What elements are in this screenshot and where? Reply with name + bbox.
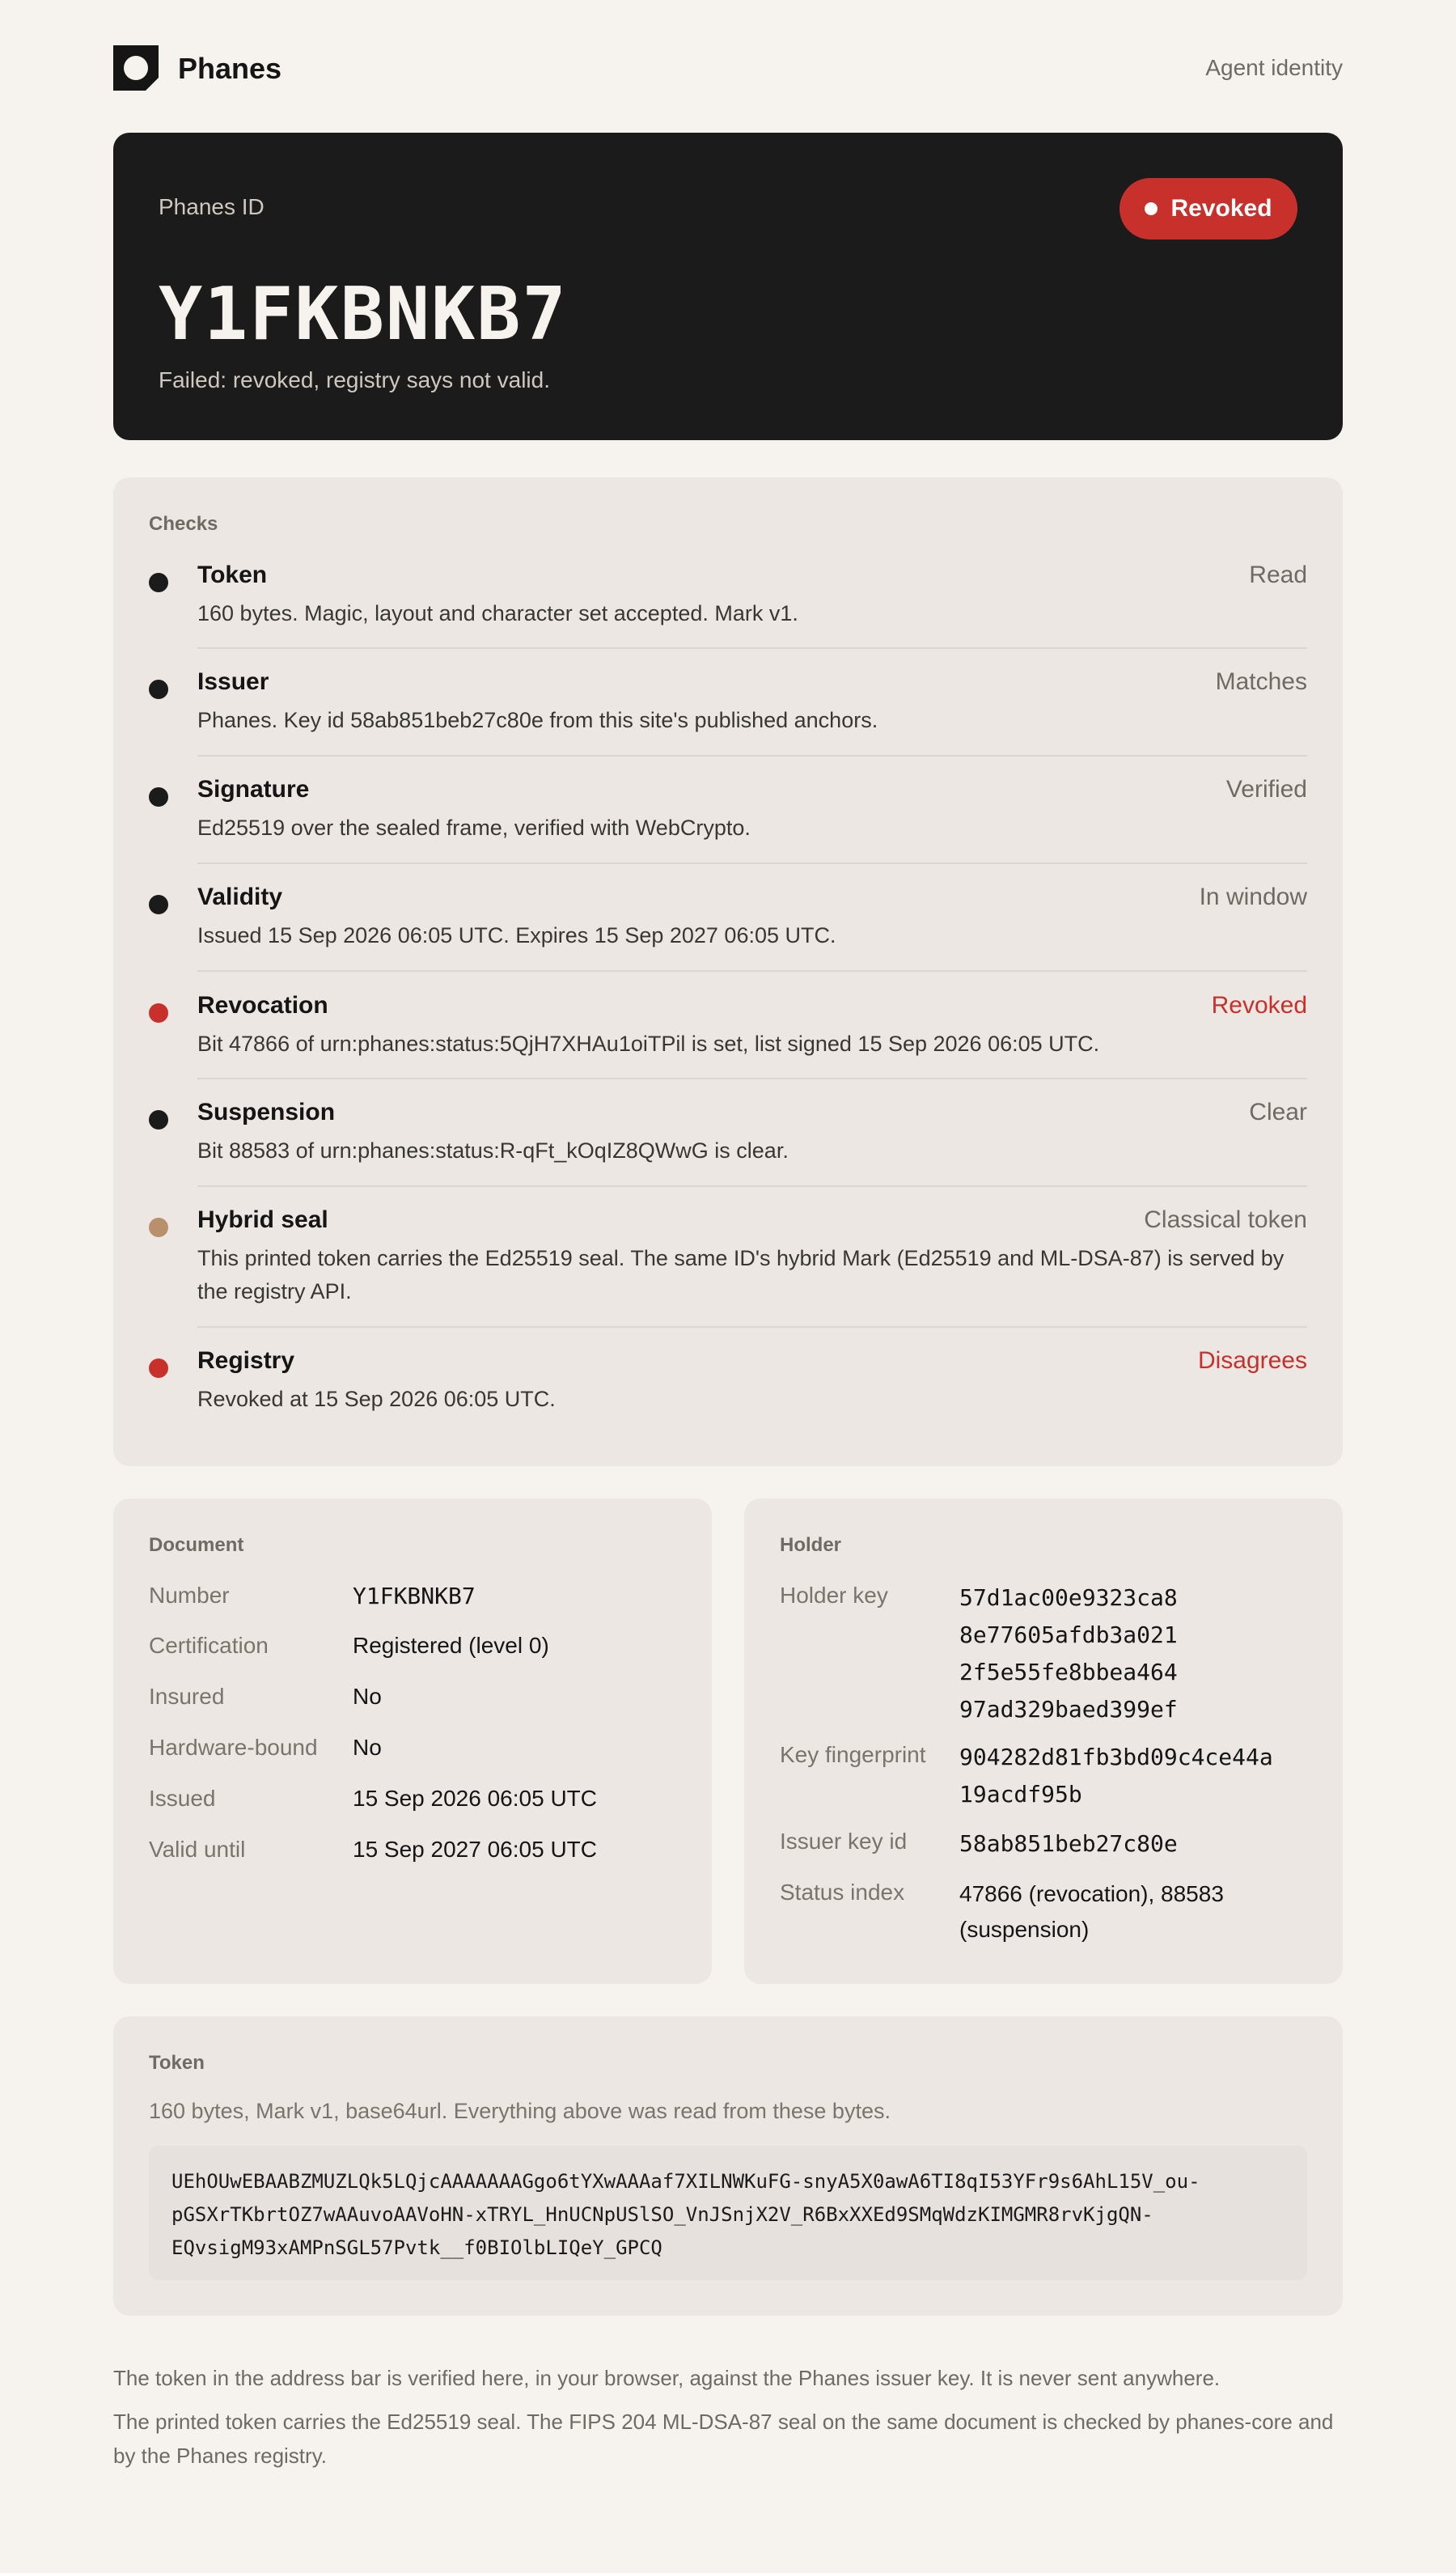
divider: [197, 863, 1307, 864]
divider: [197, 647, 1307, 649]
field-label: Issued: [149, 1786, 216, 1811]
token-panel: [113, 2016, 1343, 2316]
holder-key-line: 2f5e55fe8bbea464: [959, 1659, 1178, 1685]
status-badge-label: Revoked: [1170, 195, 1272, 222]
check-name: Suspension: [197, 1099, 336, 1125]
field-label: Insured: [149, 1684, 225, 1709]
issuer-key-id-row: [780, 1825, 1307, 1863]
check-description: Revoked at 15 Sep 2026 06:05 UTC.: [197, 1387, 556, 1411]
field-label: Key fingerprint: [780, 1742, 926, 1767]
check-name: Issuer: [197, 668, 269, 695]
fingerprint-line: 19acdf95b: [959, 1781, 1082, 1808]
status-dot-icon: [149, 680, 168, 699]
holder-key-line: 97ad329baed399ef: [959, 1696, 1178, 1723]
field-value: 15 Sep 2026 06:05 UTC: [353, 1786, 597, 1811]
check-state: In window: [1199, 884, 1307, 910]
holder-key-value: [959, 1579, 1178, 1728]
verification-message: Failed: revoked, registry says not valid.: [159, 367, 550, 392]
document-row-issued: [149, 1786, 676, 1818]
field-label: Number: [149, 1583, 230, 1608]
token-line: EQvsigM93xAMPnSGL57Pvtk__f0BIOlbLIQeY_GPCQ: [171, 2236, 662, 2259]
check-name: Revocation: [197, 992, 328, 1019]
field-label: Certification: [149, 1633, 269, 1658]
token-code-block[interactable]: [149, 2146, 1307, 2280]
brand-name[interactable]: Phanes: [178, 52, 282, 85]
fingerprint-line: 904282d81fb3bd09c4ce44a: [959, 1744, 1273, 1770]
status-index-line: 47866 (revocation), 88583: [959, 1881, 1224, 1906]
divider: [197, 1326, 1307, 1328]
check-name: Hybrid seal: [197, 1206, 328, 1233]
holder-key-line: 8e77605afdb3a021: [959, 1621, 1178, 1648]
status-dot-icon: [149, 1359, 168, 1378]
holder-key-line: 57d1ac00e9323ca8: [959, 1584, 1178, 1611]
check-state: Clear: [1249, 1099, 1307, 1125]
phanes-id: Y1FKBNKB7: [159, 272, 568, 357]
check-name: Signature: [197, 776, 310, 803]
check-validity: [149, 884, 1307, 948]
issuer-key-id-value: 58ab851beb27c80e: [959, 1830, 1178, 1857]
check-state: Disagrees: [1197, 1347, 1307, 1374]
check-description: Ed25519 over the sealed frame, verified with WebCrypto.: [197, 816, 751, 840]
status-dot-icon: [149, 895, 168, 914]
check-description: Bit 47866 of urn:phanes:status:5QjH7XHAu1oiTPil is set, list signed 15 Sep 2026 06:05 UTC.: [197, 1032, 1100, 1056]
check-signature: [149, 776, 1307, 841]
key-fingerprint-row: [780, 1739, 1307, 1813]
check-hybrid-seal: [149, 1206, 1307, 1303]
status-dot-icon: [149, 1003, 168, 1023]
holder-panel: [744, 1498, 1343, 1984]
field-value: 15 Sep 2027 06:05 UTC: [353, 1837, 597, 1862]
check-description: Bit 88583 of urn:phanes:status:R-qFt_kOqIZ8QWwG is clear.: [197, 1138, 789, 1163]
check-issuer: [149, 668, 1307, 733]
field-label: Status index: [780, 1880, 905, 1905]
status-dot-icon: [149, 1110, 168, 1130]
divider: [197, 1078, 1307, 1079]
footer-note-seal: The printed token carries the Ed25519 seal. The FIPS 204 ML-DSA-87 seal on the same document is checked by phanes-core and by the Phanes registry.: [113, 2410, 1334, 2468]
status-dot-icon: [149, 1218, 168, 1237]
field-value: Registered (level 0): [353, 1633, 549, 1658]
document-row-insured: [149, 1684, 676, 1716]
status-dot-icon: [1145, 202, 1158, 215]
divider: [197, 970, 1307, 972]
check-state: Classical token: [1144, 1206, 1307, 1233]
status-dot-icon: [149, 573, 168, 592]
identity-hero-card: [113, 133, 1343, 440]
check-name: Registry: [197, 1347, 295, 1374]
token-line: UEhOUwEBAABZMUZLQk5LQjcAAAAAAAGgo6tYXwAAAaf7XILNWKuFG-snyA5X0awA6TI8qI53YFr9s6AhL15V_ou-: [171, 2170, 1200, 2193]
check-state: Verified: [1225, 776, 1307, 803]
field-label: Valid until: [149, 1837, 246, 1862]
divider: [197, 755, 1307, 757]
check-name: Validity: [197, 884, 283, 910]
document-row-hardware-bound: [149, 1735, 676, 1767]
top-bar: [113, 45, 1343, 91]
hero-label: Phanes ID: [159, 194, 265, 219]
status-index-value: [959, 1876, 1224, 1948]
check-token: [149, 562, 1307, 626]
check-revocation: [149, 992, 1307, 1057]
check-registry: [149, 1347, 1307, 1412]
footer-note-verification: The token in the address bar is verified here, in your browser, against the Phanes issuer key. It is never sent anywhere.: [113, 2366, 1221, 2390]
key-fingerprint-value: [959, 1739, 1273, 1813]
check-description: Issued 15 Sep 2026 06:05 UTC. Expires 15 Sep 2027 06:05 UTC.: [197, 923, 836, 947]
document-row-certification: [149, 1633, 676, 1665]
token-line: pGSXrTKbrtOZ7wAAuvoAAVoHN-xTRYL_HnUCNpUSlSO_VnJSnjX2V_R6BxXXEd9SMqWdzKIMGMR8rvKjgQN-: [171, 2203, 1153, 2226]
document-title: Document: [149, 1534, 244, 1556]
divider: [197, 1185, 1307, 1187]
status-index-row: [780, 1876, 1307, 1951]
check-state: Revoked: [1211, 992, 1307, 1019]
check-suspension: [149, 1099, 1307, 1164]
document-row-number: [149, 1583, 676, 1615]
checks-panel: [113, 477, 1343, 1466]
token-title: Token: [149, 2052, 205, 2074]
check-description: Phanes. Key id 58ab851beb27c80e from this site's published anchors.: [197, 708, 878, 732]
field-label: Hardware-bound: [149, 1735, 318, 1760]
status-badge: [1120, 178, 1297, 239]
phanes-logo-icon[interactable]: [113, 45, 159, 91]
status-dot-icon: [149, 787, 168, 807]
document-panel: [113, 1498, 712, 1984]
status-index-line: (suspension): [959, 1917, 1090, 1942]
check-state: Read: [1249, 562, 1307, 588]
holder-key-row: [780, 1579, 1307, 1728]
check-name: Token: [197, 562, 268, 588]
check-description: 160 bytes. Magic, layout and character set accepted. Mark v1.: [197, 601, 798, 625]
field-value: No: [353, 1684, 382, 1709]
field-value: No: [353, 1735, 382, 1760]
check-state: Matches: [1215, 668, 1307, 695]
token-subtitle: 160 bytes, Mark v1, base64url. Everything above was read from these bytes.: [149, 2099, 891, 2123]
field-label: Issuer key id: [780, 1829, 908, 1854]
holder-title: Holder: [780, 1534, 842, 1556]
checks-title: Checks: [149, 513, 218, 535]
field-value: Y1FKBNKB7: [353, 1583, 476, 1609]
agent-identity-link[interactable]: Agent identity: [1205, 55, 1343, 80]
field-label: Holder key: [780, 1583, 888, 1608]
check-description: This printed token carries the Ed25519 seal. The same ID's hybrid Mark (Ed25519 and ML-DSA-87) is served by the registry API.: [197, 1246, 1285, 1303]
document-row-valid-until: [149, 1837, 676, 1869]
